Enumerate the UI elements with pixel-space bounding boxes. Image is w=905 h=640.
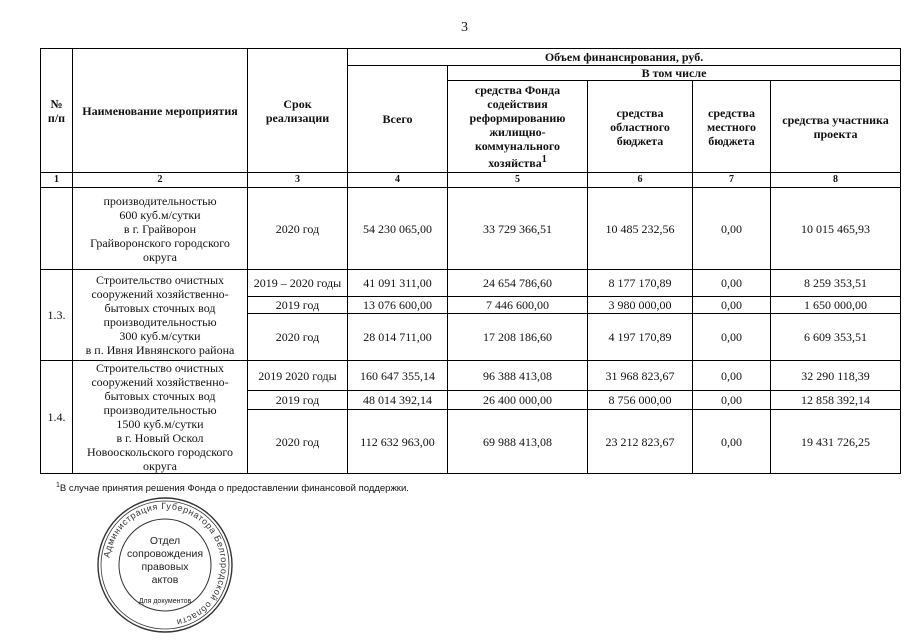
total-cell: 41 091 311,00 — [348, 270, 448, 297]
regional-budget-cell: 8 177 170,89 — [588, 270, 693, 297]
column-number-6: 6 — [588, 173, 693, 188]
stamp-center-line: актов — [151, 574, 179, 586]
table-row — [41, 188, 901, 270]
header-fund — [448, 81, 588, 173]
column-number-3: 3 — [248, 173, 348, 188]
fund-cell: 24 654 786,60 — [448, 270, 588, 297]
regional-budget-cell: 10 485 232,56 — [588, 188, 693, 270]
regional-budget-cell: 3 980 000,00 — [588, 297, 693, 314]
page-number: 3 — [461, 20, 468, 35]
total-cell: 48 014 392,14 — [348, 391, 448, 410]
header-term: Срок реализации — [248, 49, 348, 173]
header-regional: средства областного бюджета — [588, 81, 693, 173]
participant-cell: 8 259 353,51 — [771, 270, 901, 297]
activity-name-text: Строительство очистных сооружений хозяйственно- бытовых сточных вод производительностью 300 куб.м/сутки в п. Ивня Ивнянского района — [85, 273, 235, 357]
participant-cell: 12 858 392,14 — [771, 391, 901, 410]
term-cell: 2019 год — [248, 297, 348, 314]
header-fund-footnote-mark: 1 — [541, 154, 547, 165]
column-number-8: 8 — [771, 173, 901, 188]
participant-cell: 6 609 353,51 — [771, 314, 901, 361]
table-row — [41, 361, 901, 391]
footnote-mark: 1 — [56, 482, 60, 489]
local-budget-cell: 0,00 — [693, 391, 771, 410]
stamp-center-line: правовых — [141, 561, 189, 573]
local-budget-cell: 0,00 — [693, 361, 771, 391]
participant-cell: 32 290 118,39 — [771, 361, 901, 391]
official-stamp — [95, 495, 235, 635]
column-number-5: 5 — [448, 173, 588, 188]
total-cell: 28 014 711,00 — [348, 314, 448, 361]
header-fund-label: средства Фонда содействия реформированию жилищно-коммунального хозяйства — [469, 83, 566, 170]
total-cell: 54 230 065,00 — [348, 188, 448, 270]
local-budget-cell: 0,00 — [693, 188, 771, 270]
total-cell: 112 632 963,00 — [348, 410, 448, 474]
total-cell: 160 647 355,14 — [348, 361, 448, 391]
footnote-text: В случае принятия решения Фонда о предоставлении финансовой поддержки. — [59, 483, 409, 495]
local-budget-cell: 0,00 — [693, 270, 771, 297]
column-number-2: 2 — [73, 173, 248, 188]
row-index: 1.4. — [41, 361, 73, 474]
header-name: Наименование мероприятия — [73, 49, 248, 173]
header-local: средства местного бюджета — [693, 81, 771, 173]
activity-name — [73, 188, 248, 270]
column-number-4: 4 — [348, 173, 448, 188]
stamp-center-line: Отдел — [149, 535, 181, 547]
column-number-row — [41, 173, 901, 188]
financing-table — [40, 48, 901, 474]
fund-cell: 69 988 413,08 — [448, 410, 588, 474]
term-cell: 2019 2020 годы — [248, 361, 348, 391]
regional-budget-cell: 31 968 823,67 — [588, 361, 693, 391]
column-number-7: 7 — [693, 173, 771, 188]
stamp-center-line: сопровождения — [126, 548, 204, 560]
regional-budget-cell: 8 756 000,00 — [588, 391, 693, 410]
header-no: № п/п — [41, 49, 73, 173]
regional-budget-cell: 4 197 170,89 — [588, 314, 693, 361]
row-index — [41, 188, 73, 270]
table-row — [41, 270, 901, 297]
local-budget-cell: 0,00 — [693, 314, 771, 361]
term-cell: 2019 – 2020 годы — [248, 270, 348, 297]
fund-cell: 33 729 366,51 — [448, 188, 588, 270]
stamp-bottom-text: Для документов — [138, 598, 192, 605]
activity-name-text: производительностью 600 куб.м/сутки в г. Грайворон Грайворонского городского округа — [90, 193, 230, 264]
fund-cell: 26 400 000,00 — [448, 391, 588, 410]
fund-cell: 96 388 413,08 — [448, 361, 588, 391]
row-index: 1.3. — [41, 270, 73, 361]
term-cell: 2020 год — [248, 188, 348, 270]
activity-name — [73, 270, 248, 361]
header-financing-group: Объем финансирования, руб. — [348, 49, 901, 66]
header-total: Всего — [348, 66, 448, 173]
regional-budget-cell: 23 212 823,67 — [588, 410, 693, 474]
total-cell: 13 076 600,00 — [348, 297, 448, 314]
header-including: В том числе — [448, 66, 901, 81]
local-budget-cell: 0,00 — [693, 297, 771, 314]
participant-cell: 19 431 726,25 — [771, 410, 901, 474]
term-cell: 2020 год — [248, 410, 348, 474]
header-participant: средства участника проекта — [771, 81, 901, 173]
participant-cell: 10 015 465,93 — [771, 188, 901, 270]
fund-cell: 7 446 600,00 — [448, 297, 588, 314]
term-cell: 2020 год — [248, 314, 348, 361]
participant-cell: 1 650 000,00 — [771, 297, 901, 314]
local-budget-cell: 0,00 — [693, 410, 771, 474]
activity-name-text: Строительство очистных сооружений хозяйственно- бытовых сточных вод производительностью 1500 куб.м/сутки в г. Новый Оскол Новооскольского городского округа — [86, 361, 234, 473]
fund-cell: 17 208 186,60 — [448, 314, 588, 361]
stamp-ring-text: Администрация Губернатора Белгородской области — [101, 500, 230, 628]
term-cell: 2019 год — [248, 391, 348, 410]
footnote — [56, 482, 409, 494]
stamp-center-text — [95, 535, 235, 587]
column-number-1: 1 — [41, 173, 73, 188]
activity-name — [73, 361, 248, 474]
